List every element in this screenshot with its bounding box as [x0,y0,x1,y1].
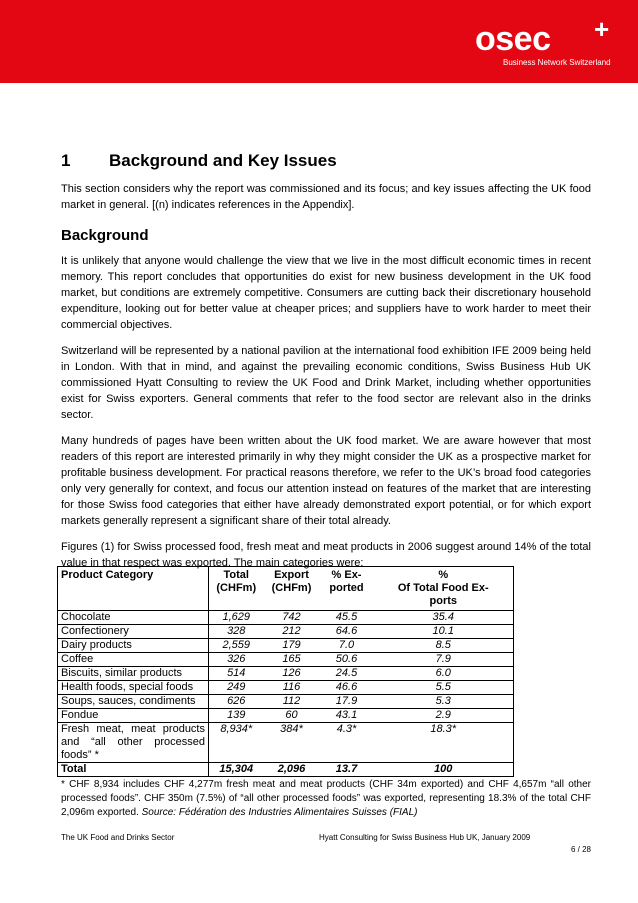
cell-share: 5.5 [374,681,514,695]
cell-total: 8,934* [209,723,264,763]
section-title: Background and Key Issues [109,151,337,170]
cell-pct: 17.9 [320,695,374,709]
header-share-total: % Of Total Food Ex- ports [374,567,514,611]
table-row [58,695,514,709]
cell-pct: 43.1 [320,709,374,723]
section-heading [61,150,591,172]
section-intro: This section considers why the report was commissioned and its focus; and key issues affecting the UK food market in general. [(n) indicates references in the Appendix]. [61,183,591,211]
cell-category: Health foods, special foods [58,681,209,695]
cell-pct: 4.3* [320,723,374,763]
cell-category: Coffee [58,653,209,667]
footer-right: Hyatt Consulting for Swiss Business Hub UK, January 2009 [319,833,531,842]
cell-export: 2,096 [264,763,320,777]
table-row [58,667,514,681]
export-table [57,566,514,777]
table-row [58,723,514,763]
cell-pct: 46.6 [320,681,374,695]
footnote-source: Source: Fédération des Industries Alimentaires Suisses (FIAL) [141,807,418,818]
cell-export: 165 [264,653,320,667]
plus-icon: + [594,14,610,44]
section-number: 1 [61,151,71,170]
cell-category: Confectionery [58,625,209,639]
logo-wordmark: osec [475,20,551,58]
cell-category: Total [58,763,209,777]
table-header-row [58,567,514,611]
cell-pct: 13.7 [320,763,374,777]
cell-total: 626 [209,695,264,709]
cell-pct: 7.0 [320,639,374,653]
background-paragraph: Switzerland will be represented by a national pavilion at the international food exhibition IFE 2009 being held in London. With that in mind, and against the prevailing economic conditions, Swiss Business Hub UK commissioned Hyatt Consulting to review the UK Food and Drink Market, including whether opportunities exist for Swiss exporters. General comments that refer to the food sector are relevant also in the drinks sector. [61,345,591,421]
table-row [58,681,514,695]
cell-share: 2.9 [374,709,514,723]
cell-export: 384* [264,723,320,763]
cell-category: Soups, sauces, condiments [58,695,209,709]
table-row [58,625,514,639]
cell-share: 8.5 [374,639,514,653]
cell-total: 139 [209,709,264,723]
footnote-text: * CHF 8,934 includes CHF 4,277m fresh meat and meat products (CHF 34m exported) and CHF 4,657m “all other processed foods”. CHF 350m (7.5%) of “all other processed foods” was exported, representing 18.3% of the total CHF 2,096m exported. [61,779,591,818]
cell-total: 1,629 [209,611,264,625]
cell-export: 60 [264,709,320,723]
cell-category: Biscuits, similar products [58,667,209,681]
cell-total: 326 [209,653,264,667]
cell-category: Fondue [58,709,209,723]
cell-total: 514 [209,667,264,681]
header-total: Total (CHFm) [209,567,264,611]
cell-export: 212 [264,625,320,639]
cell-share: 7.9 [374,653,514,667]
table-row [58,709,514,723]
cell-share: 100 [374,763,514,777]
background-heading: Background [61,227,149,244]
cell-category: Fresh meat, meat products and “all other processed foods” * [58,723,209,763]
table-footnote [61,778,591,820]
cell-total: 328 [209,625,264,639]
cell-export: 112 [264,695,320,709]
background-paragraph: Many hundreds of pages have been written about the UK food market. We are aware however that most readers of this report are interested primarily in why they might consider the UK as a prospective market for profitable business development. For practical reasons therefore, we refer to the UK’s broad food categories only very generally for context, and focus our attention instead on features of the market that are interesting for those Swiss food categories that either have already demonstrated export potential, or for which export markets generally represent a significant share of their total already. [61,435,591,527]
background-paragraph: It is unlikely that anyone would challenge the view that we live in the most difficult economic times in recent memory. This report concludes that opportunities do exist for new business development in the UK food market, but conditions are extremely competitive. Consumers are cutting back their discretionary household expenditure, looking out for better value at cheaper prices; and suppliers have to work harder to meet their commercial objectives. [61,255,591,331]
cell-category: Chocolate [58,611,209,625]
page-number: 6 / 28 [570,845,591,854]
cell-share: 18.3* [374,723,514,763]
cell-export: 742 [264,611,320,625]
header-banner [0,0,638,83]
table-row [58,653,514,667]
background-paragraph: Figures (1) for Swiss processed food, fresh meat and meat products in 2006 suggest around 14% of the total value in that respect was exported. The main categories were: [61,541,591,569]
cell-pct: 24.5 [320,667,374,681]
cell-share: 35.4 [374,611,514,625]
cell-export: 126 [264,667,320,681]
cell-category: Dairy products [58,639,209,653]
header-pct-exported: % Ex- ported [320,567,374,611]
osec-logo [475,14,635,75]
cell-export: 179 [264,639,320,653]
cell-export: 116 [264,681,320,695]
cell-pct: 45.5 [320,611,374,625]
header-product-category: Product Category [58,567,209,611]
header-export: Export (CHFm) [264,567,320,611]
cell-total: 15,304 [209,763,264,777]
table-row [58,639,514,653]
cell-share: 10.1 [374,625,514,639]
logo-tagline: Business Network Switzerland [503,58,611,67]
table-row [58,611,514,625]
cell-total: 2,559 [209,639,264,653]
cell-pct: 50.6 [320,653,374,667]
cell-share: 6.0 [374,667,514,681]
main-content [61,150,591,571]
table-total-row [58,763,514,777]
cell-pct: 64.6 [320,625,374,639]
footer-left: The UK Food and Drinks Sector [61,833,175,842]
cell-share: 5.3 [374,695,514,709]
cell-total: 249 [209,681,264,695]
